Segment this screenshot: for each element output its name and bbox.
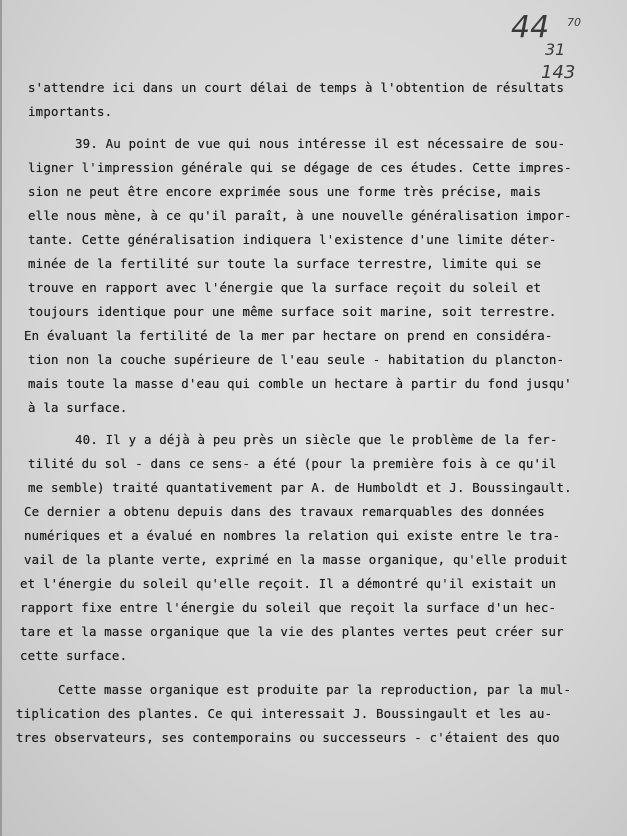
page-number-second: 31: [545, 40, 566, 59]
text-line: toujours identique pour une même surface soit marine, soit terrestre.: [28, 304, 557, 319]
text-line: tante. Cette généralisation indiquera l'existence d'une limite déter-: [28, 232, 557, 247]
text-line: tare et la masse organique que la vie des plantes vertes peut créer sur: [20, 624, 564, 639]
paragraph-39-start: 39. Au point de vue qui nous intéresse il est nécessaire de sou-: [75, 136, 566, 151]
text-line: numériques et a évalué en nombres la relation qui existe entre le tra-: [24, 528, 561, 543]
page-number-third: 143: [541, 62, 576, 83]
text-line: rapport fixe entre l'énergie du soleil que reçoit la surface d'un hec-: [20, 600, 557, 615]
text-line: ligner l'impression générale qui se dégage de ces études. Cette impres-: [28, 160, 572, 175]
paragraph-start: Cette masse organique est produite par la reproduction, par la mul-: [58, 682, 572, 697]
text-line: mais toute la masse d'eau qui comble un hectare à partir du fond jusqu': [28, 376, 572, 391]
text-line: cette surface.: [20, 648, 128, 663]
text-line: tion non la couche supérieure de l'eau seule - habitation du plancton-: [28, 352, 565, 367]
text-line: me semble) traité quantativement par A. de Humboldt et J. Boussingault.: [28, 480, 572, 495]
text-line: et l'énergie du soleil qu'elle reçoit. Il a démontré qu'il existait un: [20, 576, 557, 591]
text-line: sion ne peut être encore exprimée sous une forme très précise, mais: [28, 184, 542, 199]
text-line: s'attendre ici dans un court délai de temps à l'obtention de résultats: [28, 80, 565, 95]
handwritten-page-numbers: [501, 6, 621, 84]
text-line: elle nous mène, à ce qu'il paraît, à une nouvelle généralisation impor-: [28, 208, 572, 223]
text-line: tilité du sol - dans ce sens- a été (pour la première fois à ce qu'il: [28, 456, 557, 471]
text-line: tiplication des plantes. Ce qui interessait J. Boussingault et les au-: [16, 706, 553, 721]
text-line: Ce dernier a obtenu depuis dans des travaux remarquables des données: [24, 504, 545, 519]
text-line: tres observateurs, ses contemporains ou successeurs - c'étaient des quo: [16, 730, 560, 745]
page-number-small: 70: [567, 16, 581, 29]
paragraph-40-start: 40. Il y a déjà à peu près un siècle que le problème de la fer-: [75, 432, 558, 447]
page-number-main: 44: [511, 10, 550, 45]
text-line: En évaluant la fertilité de la mer par hectare on prend en considéra-: [24, 328, 553, 343]
text-line: trouve en rapport avec l'énergie que la surface reçoit du soleil et: [28, 280, 542, 295]
text-line: importants.: [28, 104, 113, 119]
text-line: minée de la fertilité sur toute la surface terrestre, limite qui se: [28, 256, 542, 271]
text-line: à la surface.: [28, 400, 128, 415]
text-line: vail de la plante verte, exprimé en la masse organique, qu'elle produit: [24, 552, 568, 567]
